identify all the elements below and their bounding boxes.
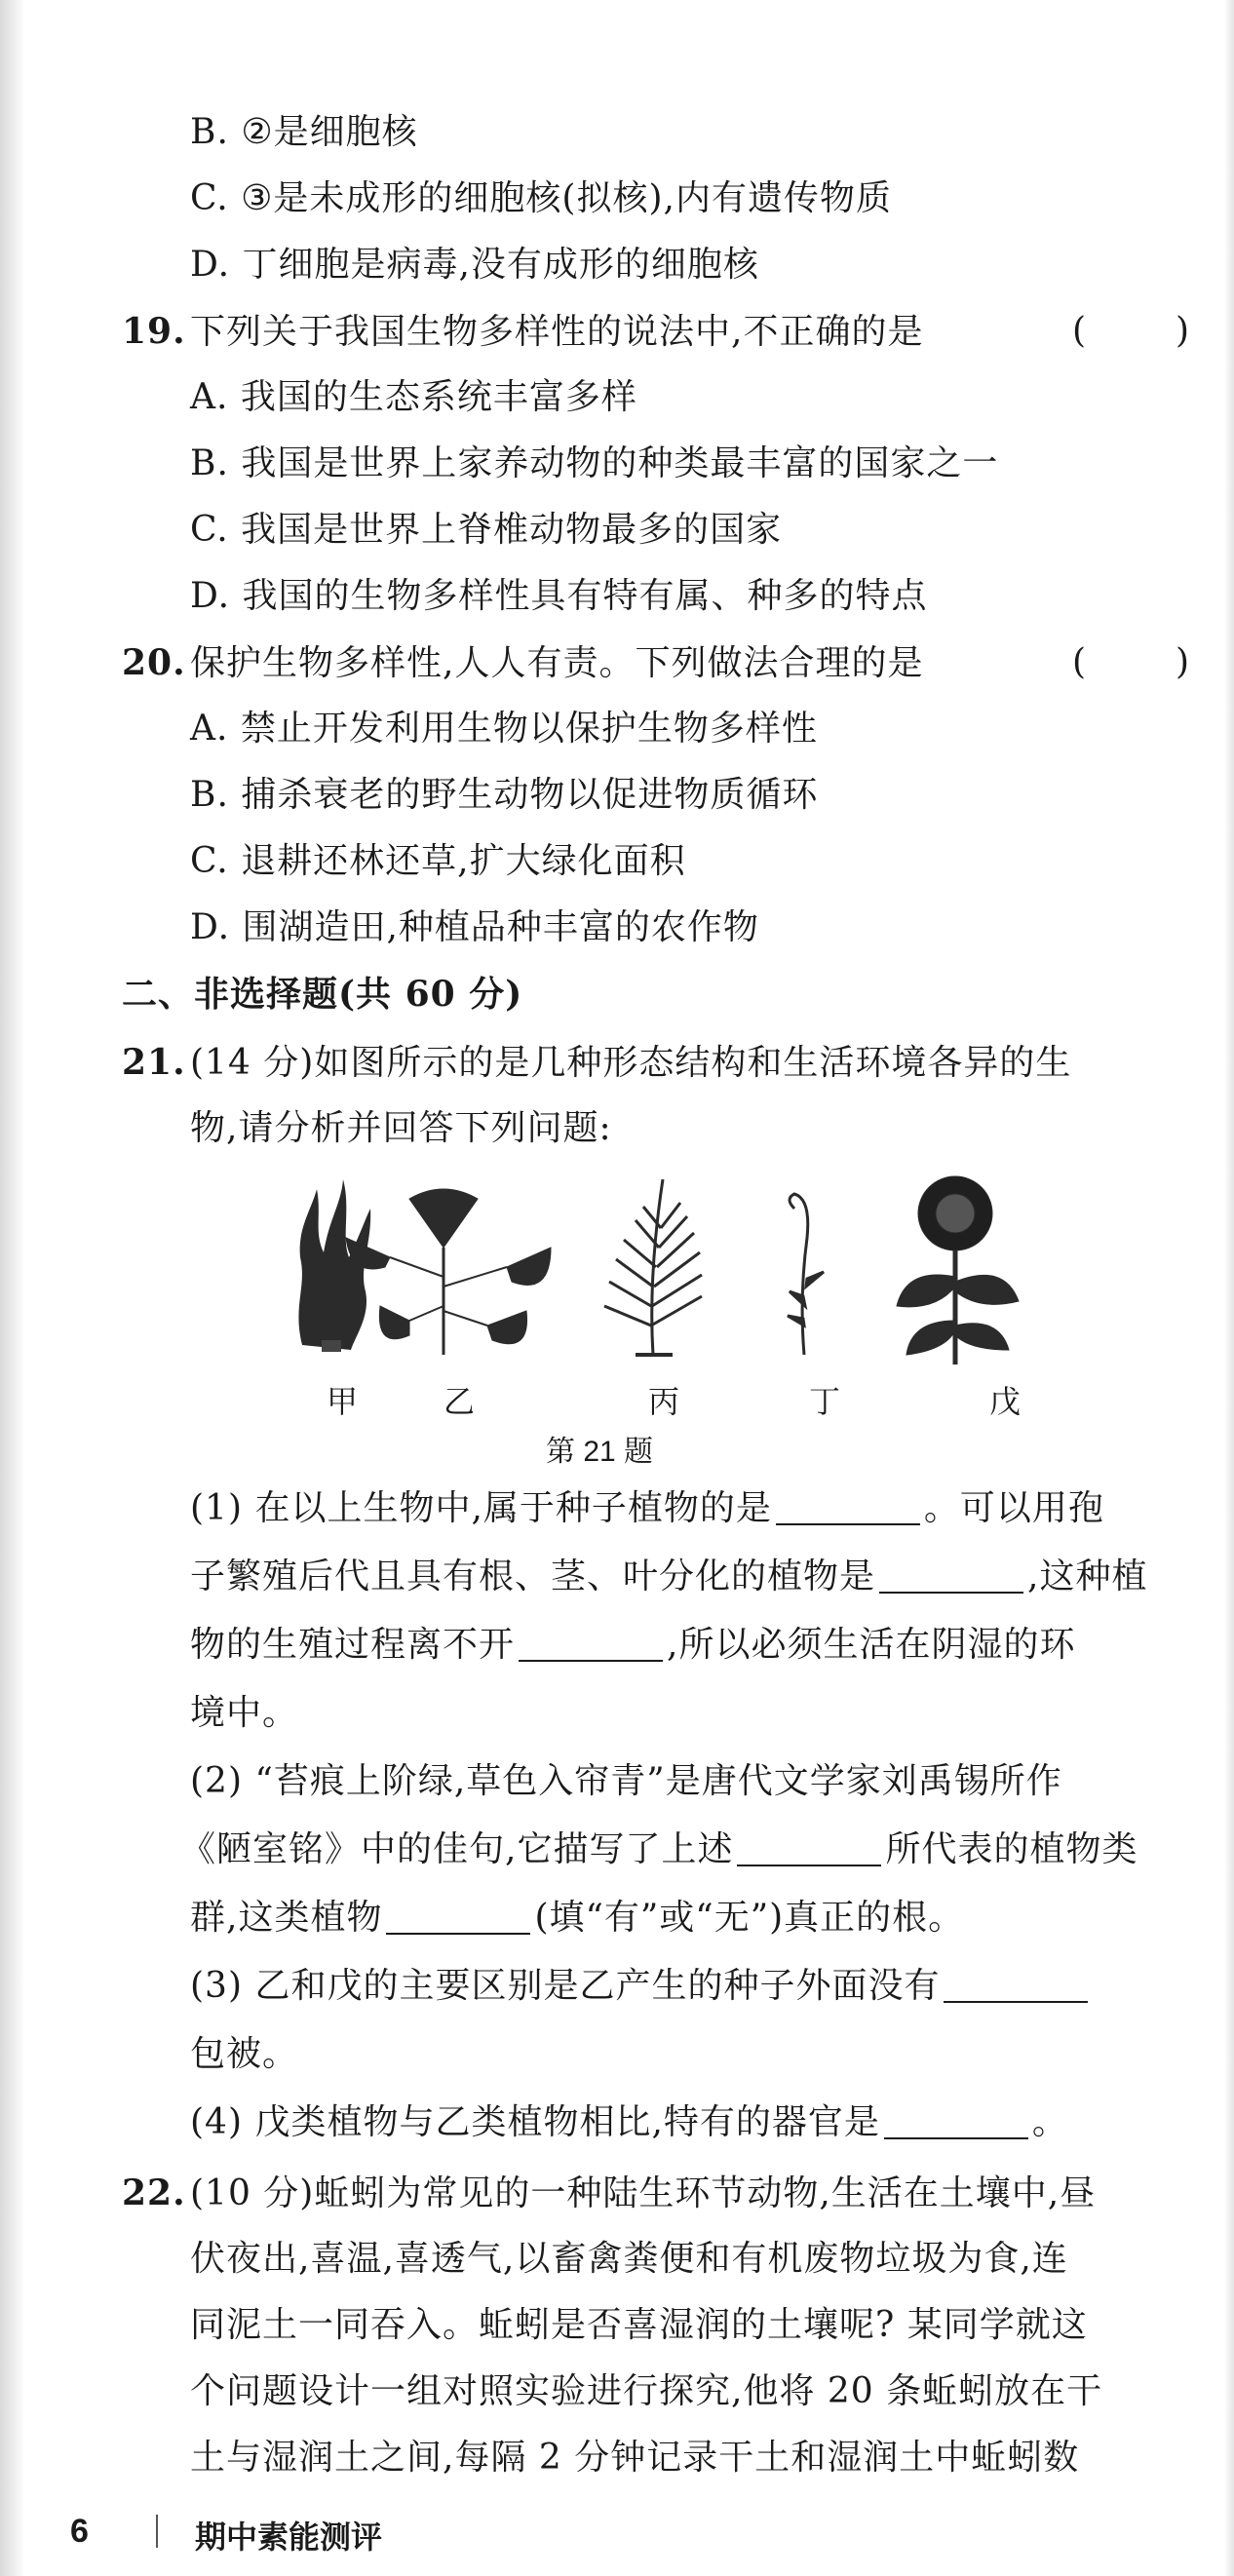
text: (4) 戊类植物与乙类植物相比,特有的器官是 [190,2102,880,2142]
q19-option-b: B. 我国是世界上家养动物的种类最丰富的国家之一 [190,443,999,483]
label-bing: 丙 [648,1384,680,1419]
q18-option-b: B. ②是细胞核 [190,112,418,152]
q19-option-a: A. 我国的生态系统丰富多样 [190,377,637,417]
q21-part3-line2: 包被。 [190,2034,299,2074]
q22-stem-line2: 伏夜出,喜温,喜透气,以畜禽粪便和有机废物垃圾为食,连 [190,2239,1068,2279]
label-wu: 戊 [989,1384,1022,1419]
q18-option-d: D. 丁细胞是病毒,没有成形的细胞核 [190,245,759,285]
q21-part2-line3 [190,1895,1184,1942]
q22-text: (10 分)蚯蚓为常见的一种陆生环节动物,生活在土壤中,昼 [190,2173,1097,2213]
label-jia: 甲 [327,1384,359,1419]
q22-number: 22. [122,2172,186,2213]
text: 。可以用孢 [923,1488,1104,1528]
q20-option-a: A. 禁止开发利用生物以保护生物多样性 [190,709,818,749]
text: 《陋室铭》中的佳句,它描写了上述 [180,1829,734,1869]
q21-part1-line2 [190,1554,1184,1600]
q20-text: 保护生物多样性,人人有责。下列做法合理的是 [190,643,924,683]
page-edge-shadow [1224,0,1234,2576]
text: ,这种植 [1027,1557,1148,1596]
q21-part3-line1 [190,1963,1184,2010]
page-number: 6 [70,2513,89,2550]
plant-bing-image [604,1179,702,1355]
text: 物的生殖过程离不开 [190,1625,516,1665]
q18-option-c: C. ③是未成形的细胞核(拟核),内有遗传物质 [190,178,892,218]
q19-option-d: D. 我国的生物多样性具有特有属、种多的特点 [190,576,928,616]
answer-blank[interactable] [884,2102,1028,2139]
answer-blank[interactable] [737,1829,881,1866]
q21-part2-line1: (2) “苔痕上阶绿,草色入帘青”是唐代文学家刘禹锡所作 [190,1761,1062,1801]
text: 子繁殖后代且具有根、茎、叶分化的植物是 [190,1557,876,1596]
text: (填“有”或“无”)真正的根。 [534,1898,965,1938]
q22-stem-line5: 土与湿润土之间,每隔 2 分钟记录干土和湿润土中蚯蚓数 [190,2438,1080,2478]
plant-wu-image [897,1176,1019,1365]
section-heading: 二、非选择题(共 60 分) [122,974,523,1015]
q21-stem-line2: 物,请分析并回答下列问题: [190,1108,612,1148]
bracket-close: ) [1175,311,1189,351]
footer-title: 期中素能测评 [195,2519,383,2555]
text: 。 [1031,2102,1068,2142]
answer-blank[interactable] [944,1966,1088,2003]
bracket-open: ( [1072,311,1087,351]
plants-illustration [273,1160,1111,1384]
answer-blank[interactable] [519,1625,663,1662]
q19-option-c: C. 我国是世界上脊椎动物最多的国家 [190,510,783,550]
footer-divider [156,2515,158,2548]
answer-blank[interactable] [386,1898,530,1935]
text: (1) 在以上生物中,属于种子植物的是 [190,1488,772,1528]
label-ding: 丁 [809,1384,841,1419]
q21-part1-line1 [190,1485,1184,1532]
q20-stem [122,639,923,687]
answer-blank[interactable] [879,1557,1023,1594]
q21-number: 21. [122,1042,186,1083]
q20-option-c: C. 退耕还林还草,扩大绿化面积 [190,841,686,881]
q20-option-d: D. 围湖造田,种植品种丰富的农作物 [190,907,759,947]
q21-text: (14 分)如图所示的是几种形态结构和生活环境各异的生 [190,1043,1072,1083]
q22-stem-line1 [122,2170,1096,2217]
q22-stem-line3: 同泥土一同吞入。蚯蚓是否喜湿润的土壤呢? 某同学就这 [190,2305,1088,2345]
plants-figure [273,1160,1111,1423]
answer-blank[interactable] [776,1488,920,1525]
q19-answer-bracket[interactable] [1072,308,1189,355]
q19-text: 下列关于我国生物多样性的说法中,不正确的是 [190,312,924,352]
q20-answer-bracket[interactable] [1072,639,1189,686]
q20-option-b: B. 捕杀衰老的野生动物以促进物质循环 [190,775,819,815]
plant-ding-image [788,1194,824,1355]
q20-number: 20. [122,642,186,683]
q19-stem [122,308,923,356]
bracket-close: ) [1175,642,1189,682]
q21-part1-line3 [190,1622,1184,1669]
q21-stem-line1 [122,1039,1071,1087]
text: (3) 乙和戊的主要区别是乙产生的种子外面没有 [190,1966,941,2006]
figure-caption: 第 21 题 [546,1436,654,1468]
plant-yi-image [346,1189,551,1355]
text: 所代表的植物类 [885,1829,1138,1869]
page-binding-shadow [0,0,25,2576]
q21-part2-line2 [180,1826,1175,1873]
label-yi: 乙 [443,1384,476,1419]
bracket-open: ( [1072,642,1087,682]
text: 群,这类植物 [190,1898,383,1938]
q21-part4-line1 [190,2099,1184,2146]
q19-number: 19. [122,311,186,352]
q21-part1-line4: 境中。 [190,1693,299,1733]
q22-stem-line4: 个问题设计一组对照实验进行探究,他将 20 条蚯蚓放在干 [190,2371,1103,2411]
text: ,所以必须生活在阴湿的环 [667,1625,1076,1665]
